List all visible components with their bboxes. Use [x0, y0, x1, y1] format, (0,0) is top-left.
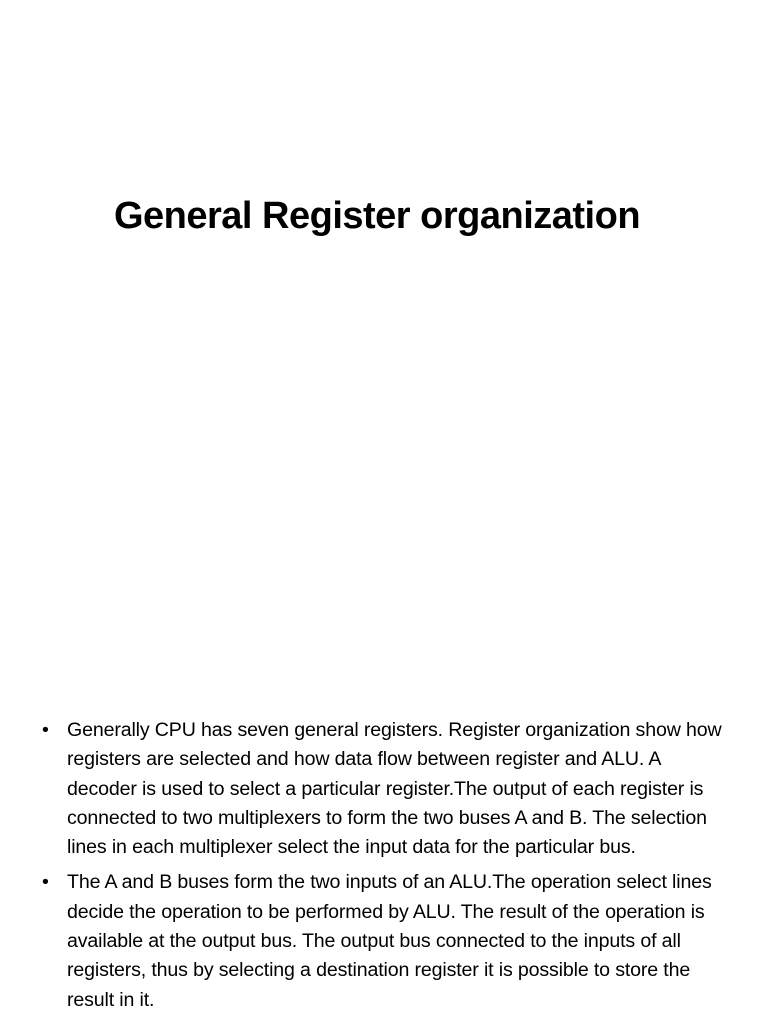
bullet-text: Generally CPU has seven general registers. Register organization show how registers are selected and how data flow between register and ALU. A decoder is used to select a particular register.The output of each register is connected to two multiplexers to form the two buses A and B. The selection lines in each multiplexer select the input data for the particular bus.	[67, 719, 722, 859]
bullet-text: The A and B buses form the two inputs of an ALU.The operation select lines decide the operation to be performed by ALU. The result of the operation is available at the output bus. The output bus connected to the inputs of all registers, thus by selecting a destination register it is possible to store the result in it.	[67, 871, 712, 1011]
slide-title: General Register organization	[113, 195, 641, 237]
bullet-list	[40, 716, 724, 1021]
bullet-dot-icon: •	[42, 871, 49, 894]
bullet-dot-icon: •	[42, 719, 49, 741]
bullet-item	[40, 868, 724, 1014]
bullet-item	[40, 716, 724, 862]
